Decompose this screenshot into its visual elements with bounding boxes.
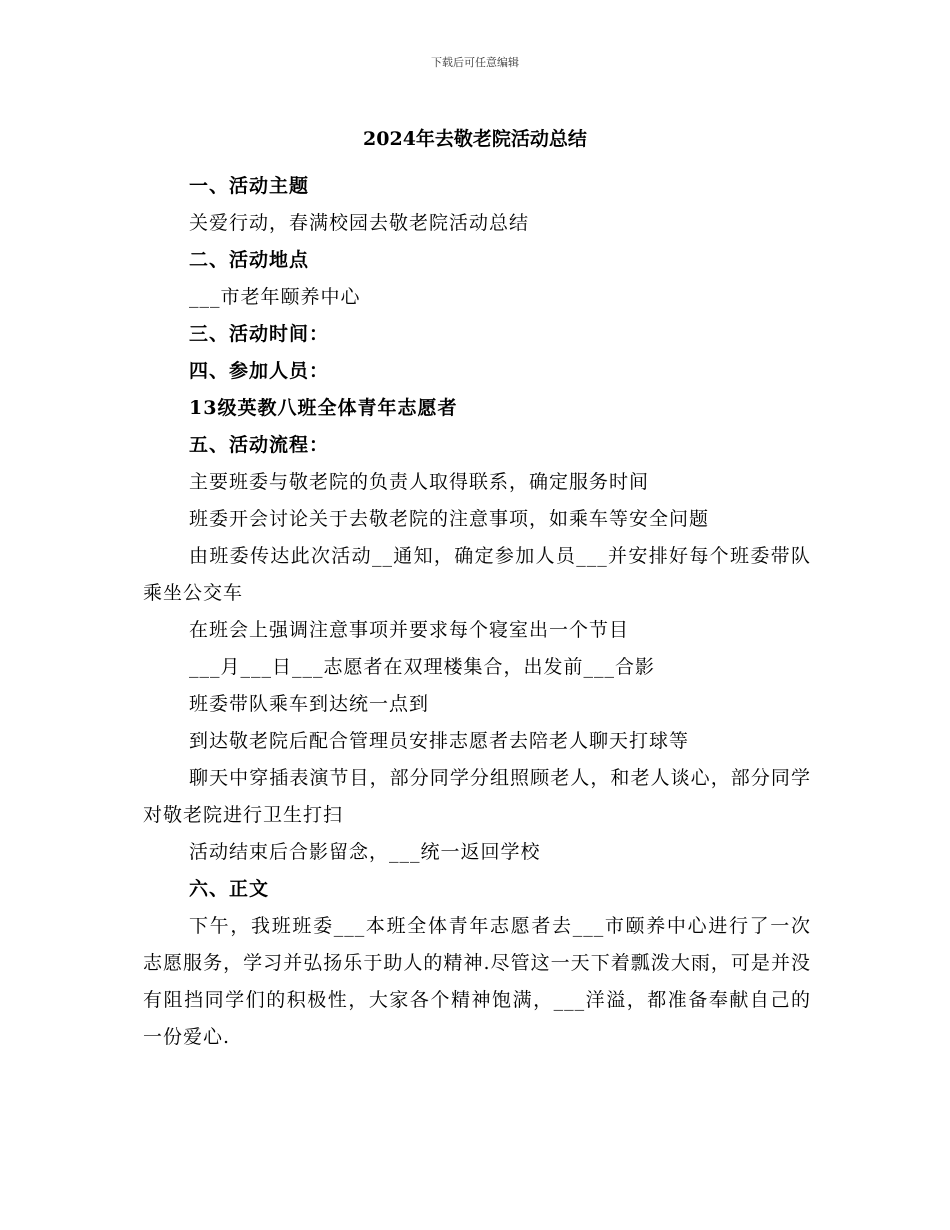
section-text-location: ___市老年颐养中心 bbox=[189, 286, 361, 308]
document-body bbox=[143, 168, 811, 1056]
document-title: 2024年去敬老院活动总结 bbox=[363, 128, 587, 150]
page-header-note: 下载后可任意编辑 bbox=[431, 56, 519, 69]
section-text-theme: 关爱行动，春满校园去敬老院活动总结 bbox=[189, 212, 530, 234]
process-item: 主要班委与敬老院的负责人取得联系，确定服务时间 bbox=[189, 471, 650, 493]
section-heading-people: 四、参加人员： bbox=[189, 360, 330, 382]
process-item: 班委开会讨论关于去敬老院的注意事项，如乘车等安全问题 bbox=[189, 508, 710, 530]
section-heading-time: 三、活动时间： bbox=[189, 323, 330, 345]
process-item: 活动结束后合影留念，___统一返回学校 bbox=[189, 841, 541, 863]
process-item: 由班委传达此次活动__通知，确定参加人员___并安排好每个班委带队乘坐公交车 bbox=[143, 545, 811, 604]
section-heading-theme: 一、活动主题 bbox=[189, 175, 310, 197]
section-heading-location: 二、活动地点 bbox=[189, 249, 310, 271]
process-item: 到达敬老院后配合管理员安排志愿者去陪老人聊天打球等 bbox=[189, 730, 690, 752]
section-heading-process: 五、活动流程： bbox=[189, 434, 330, 456]
process-item: ___月___日___志愿者在双理楼集合，出发前___合影 bbox=[189, 656, 656, 678]
section-text-people: 13级英教八班全体青年志愿者 bbox=[189, 397, 458, 419]
process-item: 班委带队乘车到达统一点到 bbox=[189, 693, 430, 715]
process-item: 在班会上强调注意事项并要求每个寝室出一个节目 bbox=[189, 619, 630, 641]
section-heading-body: 六、正文 bbox=[189, 878, 270, 900]
section-text-body: 下午，我班班委___本班全体青年志愿者去___市颐养中心进行了一次志愿服务，学习并弘扬乐于助人的精神.尽管这一天下着瓢泼大雨，可是并没有阻挡同学们的积极性，大家各个精神饱满，___洋溢，都准备奉献自己的一份爱心. bbox=[143, 915, 811, 1048]
process-item: 聊天中穿插表演节目，部分同学分组照顾老人，和老人谈心，部分同学对敬老院进行卫生打扫 bbox=[143, 767, 811, 826]
